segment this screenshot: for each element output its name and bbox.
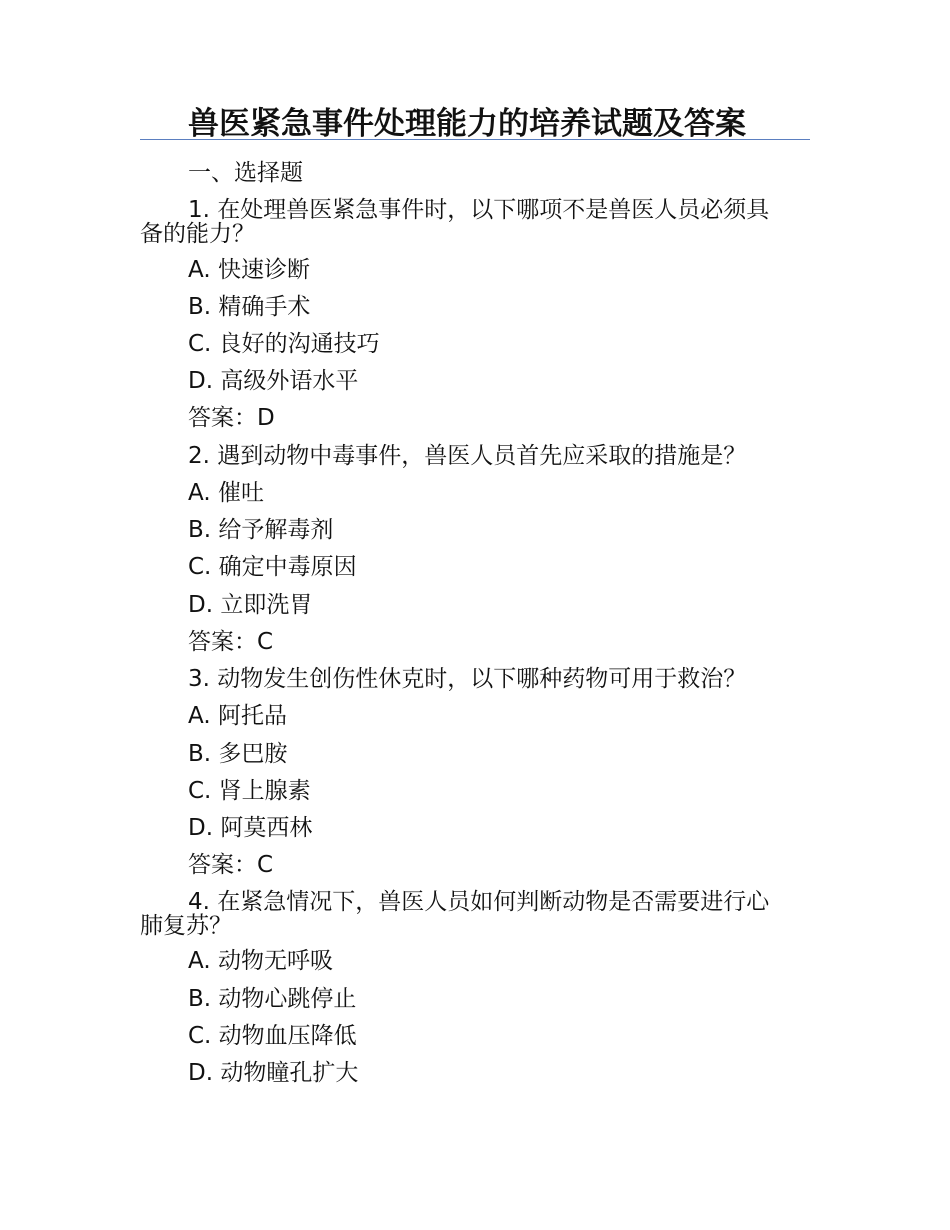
- question-2-option-c: C. 确定中毒原因: [188, 554, 357, 580]
- question-1-option-a: A. 快速诊断: [188, 257, 310, 283]
- question-4-line2: 肺复苏？: [140, 913, 232, 939]
- question-4-option-d: D. 动物瞳孔扩大: [188, 1060, 359, 1086]
- question-1-text: [140, 198, 812, 246]
- question-3-answer: 答案：C: [188, 852, 274, 878]
- question-2-option-b: B. 给予解毒剂: [188, 517, 334, 543]
- question-1-answer: 答案：D: [188, 405, 275, 431]
- title-underline: [140, 139, 810, 140]
- document-title: 兽医紧急事件处理能力的培养试题及答案: [188, 106, 746, 142]
- question-3-text: 3. 动物发生创伤性休克时，以下哪种药物可用于救治？: [188, 666, 747, 692]
- question-4-option-a: A. 动物无呼吸: [188, 948, 333, 974]
- question-1-option-d: D. 高级外语水平: [188, 368, 359, 394]
- question-3-option-b: B. 多巴胺: [188, 741, 288, 767]
- question-2-option-a: A. 催吐: [188, 480, 264, 506]
- question-2-text: 2. 遇到动物中毒事件，兽医人员首先应采取的措施是？: [188, 443, 747, 469]
- question-2-option-d: D. 立即洗胃: [188, 592, 313, 618]
- question-1-line2: 备的能力？: [140, 221, 255, 247]
- question-4-option-b: B. 动物心跳停止: [188, 986, 357, 1012]
- question-1-line1: 1. 在处理兽医紧急事件时，以下哪项不是兽医人员必须具: [188, 197, 770, 223]
- question-3-option-d: D. 阿莫西林: [188, 815, 313, 841]
- question-2-answer: 答案：C: [188, 629, 274, 655]
- question-3-option-a: A. 阿托品: [188, 703, 287, 729]
- section-heading: 一、选择题: [188, 160, 303, 186]
- question-1-option-c: C. 良好的沟通技巧: [188, 331, 380, 357]
- question-1-option-b: B. 精确手术: [188, 294, 311, 320]
- question-4-line1: 4. 在紧急情况下，兽医人员如何判断动物是否需要进行心: [188, 889, 770, 915]
- question-4-text: [140, 890, 812, 938]
- question-4-option-c: C. 动物血压降低: [188, 1023, 357, 1049]
- question-3-option-c: C. 肾上腺素: [188, 778, 311, 804]
